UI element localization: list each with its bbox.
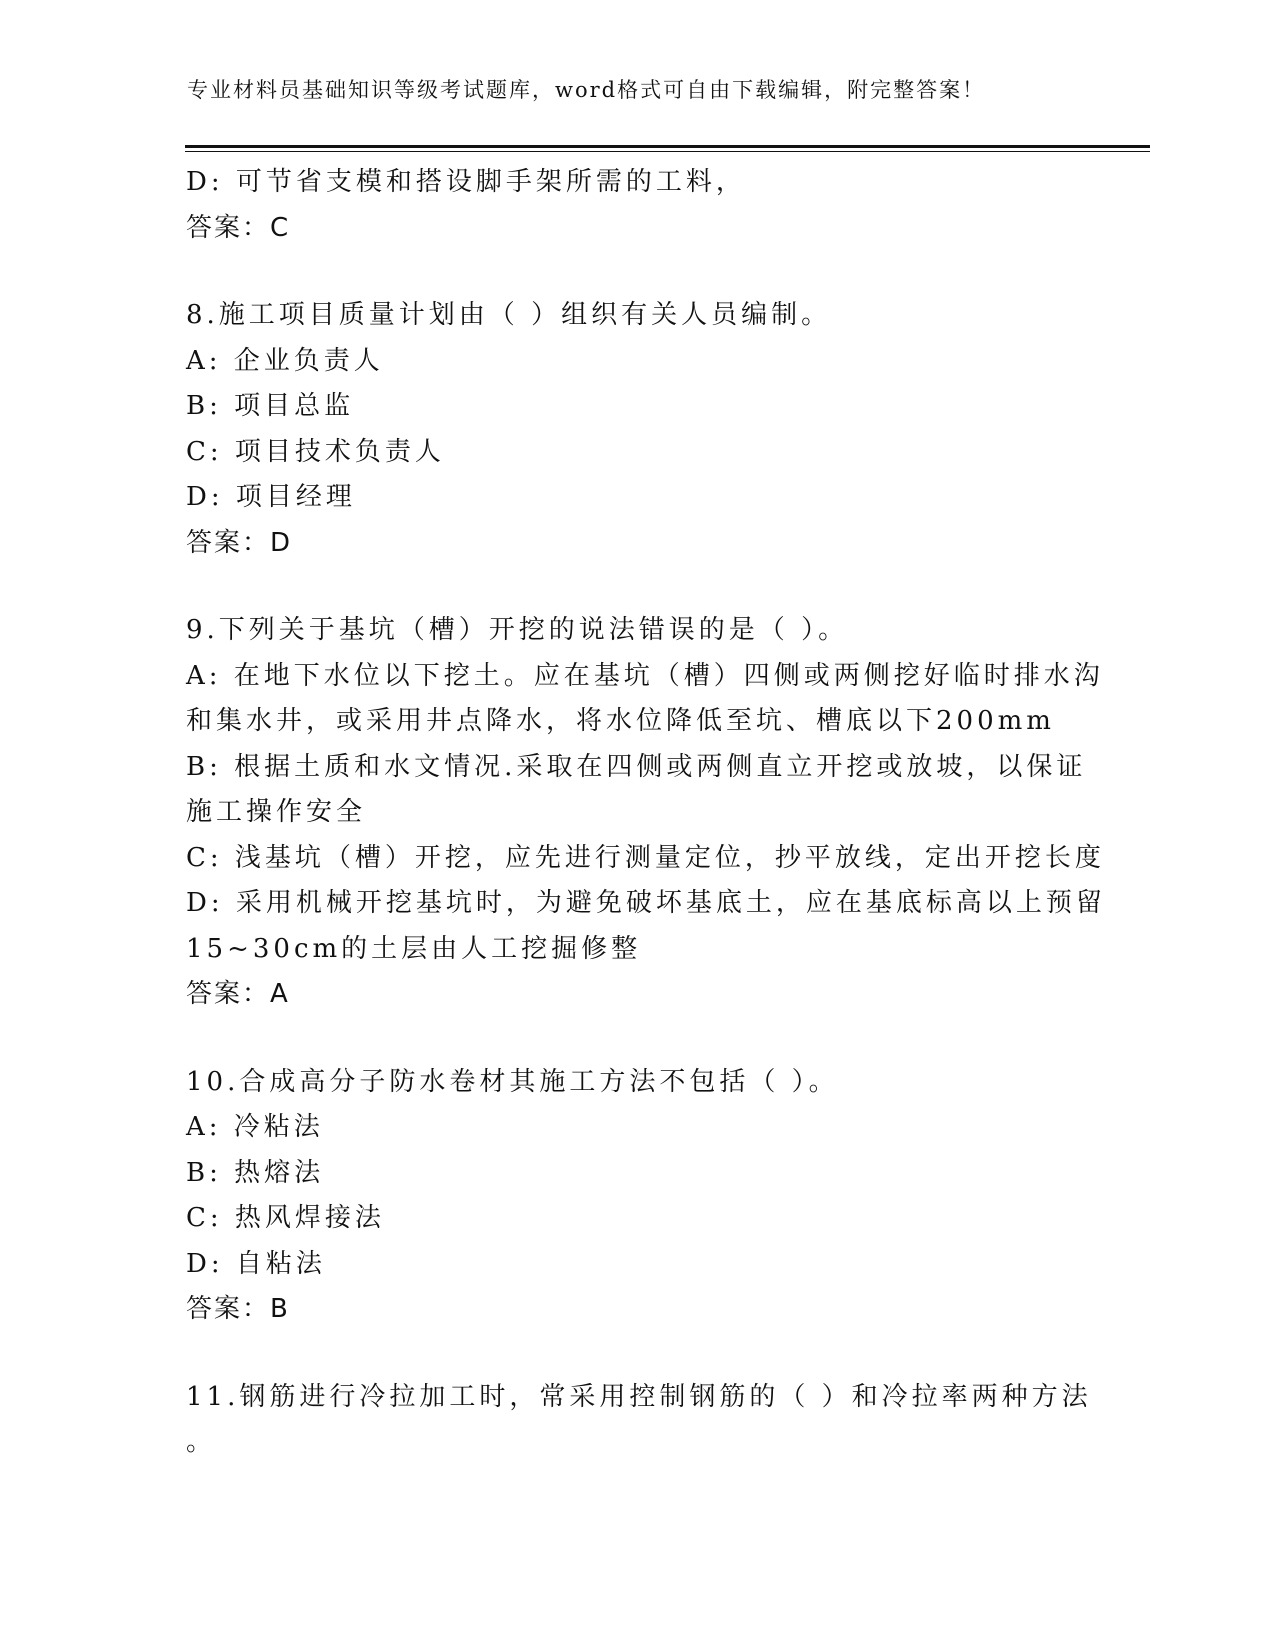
page-header: 专业材料员基础知识等级考试题库，word格式可自由下载编辑，附完整答案！ bbox=[187, 78, 986, 102]
header-rule-thin bbox=[185, 151, 1150, 152]
q9-option-d-cont: 15~30cm的土层由人工挖掘修整 bbox=[186, 933, 642, 964]
q9-option-d: D: 采用机械开挖基坑时，为避免破坏基底土，应在基底标高以上预留 bbox=[186, 888, 1106, 918]
prev-answer: 答案：C bbox=[186, 212, 291, 243]
q8-option-d: D: 项目经理 bbox=[186, 482, 356, 512]
q11-question: 11.钢筋进行冷拉加工时，常采用控制钢筋的（ ）和冷拉率两种方法 bbox=[186, 1381, 1092, 1412]
q8-option-a: A: 企业负责人 bbox=[186, 345, 384, 376]
q10-option-b: B: 热熔法 bbox=[186, 1157, 325, 1188]
q9-option-a-cont: 和集水井，或采用井点降水，将水位降低至坑、槽底以下200mm bbox=[186, 706, 1055, 736]
q10-option-a: A: 冷粘法 bbox=[186, 1112, 324, 1142]
header-rule bbox=[185, 145, 1150, 148]
q10-option-d: D: 自粘法 bbox=[186, 1248, 326, 1279]
q9-answer: 答案：A bbox=[186, 979, 290, 1009]
q10-question: 10.合成高分子防水卷材其施工方法不包括（ ）。 bbox=[186, 1066, 839, 1097]
q9-option-c: C: 浅基坑（槽）开挖，应先进行测量定位，抄平放线，定出开挖长度 bbox=[186, 842, 1105, 873]
q10-option-c: C: 热风焊接法 bbox=[186, 1203, 385, 1233]
q10-answer: 答案：B bbox=[186, 1294, 290, 1324]
q8-question: 8.施工项目质量计划由（ ）组织有关人员编制。 bbox=[186, 300, 832, 330]
q9-question: 9.下列关于基坑（槽）开挖的说法错误的是（ ）。 bbox=[186, 615, 849, 645]
q9-option-b: B: 根据土质和水文情况.采取在四侧或两侧直立开挖或放坡，以保证 bbox=[186, 751, 1087, 782]
q8-answer: 答案：D bbox=[186, 527, 293, 558]
q9-option-a: A: 在地下水位以下挖土。应在基坑（槽）四侧或两侧挖好临时排水沟 bbox=[186, 660, 1104, 691]
q11-question-cont: 。 bbox=[186, 1427, 217, 1457]
question-list bbox=[186, 160, 1106, 1466]
q9-option-b-cont: 施工操作安全 bbox=[186, 797, 367, 827]
q8-option-c: C: 项目技术负责人 bbox=[186, 436, 445, 467]
q8-option-b: B: 项目总监 bbox=[186, 391, 355, 421]
prev-option-d: D: 可节省支模和搭设脚手架所需的工料， bbox=[186, 167, 746, 197]
